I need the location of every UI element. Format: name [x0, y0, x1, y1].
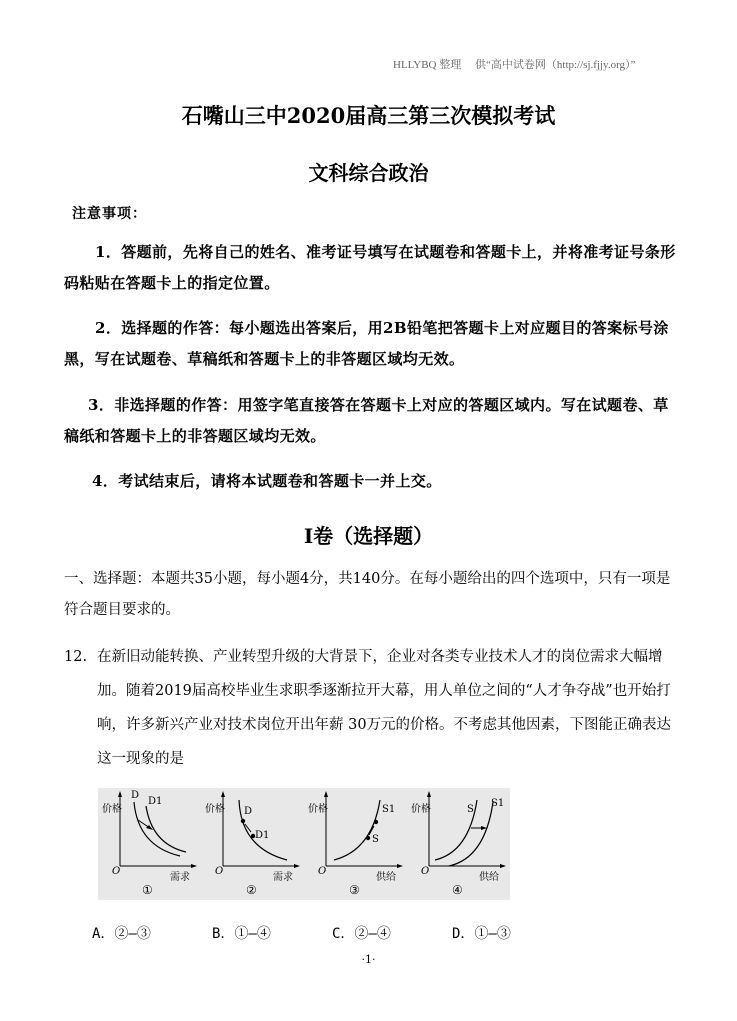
- notice-item-1: 1．答题前，先将自己的姓名、准考证号填写在试题卷和答题卡上，并将准考证号条形码粘贴在答题卡上的指定位置。: [64, 243, 676, 292]
- option-c-letter: C．: [332, 926, 355, 942]
- supply-curve: [334, 800, 380, 860]
- curve-figure: [98, 788, 510, 900]
- origin-label: O: [318, 866, 327, 877]
- option-b[interactable]: [212, 923, 271, 943]
- option-a-text: ②—③: [114, 926, 151, 942]
- y-arrow: [221, 791, 225, 797]
- point-s1: [374, 820, 378, 824]
- option-d-text: ①—③: [474, 926, 511, 942]
- y-arrow: [118, 791, 122, 797]
- choice-instructions: 一、选择题：本题共35小题，每小题4分，共140分。在每小题给出的四个选项中，只有一项是符合题目要求的。: [64, 571, 671, 618]
- figure-panel-2: [201, 788, 304, 900]
- x-arrow: [191, 864, 197, 868]
- option-d-letter: D．: [452, 926, 475, 942]
- y-axis-label: 价格: [102, 804, 122, 815]
- figure-panel-3: [304, 788, 407, 900]
- curve-label-d: D: [131, 790, 140, 801]
- point-d: [241, 819, 245, 823]
- curve-label-s: S: [467, 804, 474, 815]
- exam-subtitle: 文科综合政治: [308, 161, 429, 185]
- x-arrow: [500, 864, 506, 868]
- notice-item-3: 3．非选择题的作答：用签字笔直接答在答题卡上对应的答题区域内。写在试题卷、草稿纸和答题卡上的非答题区域均无效。: [64, 396, 669, 445]
- curve-label-d: D: [244, 806, 253, 817]
- option-b-text: ①—④: [234, 926, 271, 942]
- page-number: ·1·: [361, 953, 376, 966]
- curve-label-s1: S1: [382, 804, 396, 815]
- question-12: [64, 640, 684, 776]
- x-arrow: [397, 864, 403, 868]
- option-b-letter: B．: [212, 926, 235, 942]
- panel-number-2: ②: [246, 883, 257, 897]
- x-axis-label: 供给: [479, 872, 499, 883]
- curve-label-d1: D1: [255, 830, 270, 841]
- option-d[interactable]: [452, 923, 511, 943]
- section-title: Ⅰ卷（选择题）: [303, 524, 434, 548]
- x-arrow: [294, 864, 300, 868]
- y-axis-label: 价格: [308, 804, 328, 815]
- point-s: [366, 836, 370, 840]
- x-axis-label: 供给: [376, 872, 396, 883]
- option-c[interactable]: [332, 923, 391, 943]
- figure-panel-4: [407, 788, 510, 900]
- y-arrow: [427, 791, 431, 797]
- x-axis-label: 需求: [273, 872, 293, 883]
- panel-number-1: ①: [142, 883, 153, 897]
- curve-label-s1: S1: [491, 798, 505, 809]
- origin-label: O: [112, 866, 121, 877]
- question-number: 12.: [64, 649, 88, 665]
- y-axis-label: 价格: [205, 804, 225, 815]
- figure-panel-1: [98, 788, 201, 900]
- option-a[interactable]: [92, 923, 151, 943]
- exam-title: 石嘴山三中2020届高三第三次模拟考试: [181, 103, 556, 128]
- x-axis-label: 需求: [170, 872, 190, 883]
- y-axis-label: 价格: [411, 804, 431, 815]
- y-arrow: [324, 791, 328, 797]
- origin-label: O: [215, 866, 224, 877]
- option-a-letter: A．: [92, 926, 115, 942]
- source-header: HLLYBQ 整理 供“高中试卷网（http://sj.fjjy.org）”: [393, 59, 636, 71]
- notice-item-2: 2．选择题的作答：每小题选出答案后，用2B铅笔把答题卡上对应题目的答案标号涂黑，写在试题卷、草稿纸和答题卡上的非答题区域均无效。: [64, 319, 669, 368]
- option-c-text: ②—④: [354, 926, 391, 942]
- curve-label-s: S: [372, 834, 379, 845]
- panel-number-3: ③: [349, 883, 360, 897]
- curve-label-d1: D1: [148, 796, 163, 807]
- move-arrow: [245, 824, 251, 832]
- notice-heading: 注意事项：: [72, 206, 147, 222]
- notice-item-4: 4．考试结束后，请将本试题卷和答题卡一并上交。: [92, 472, 442, 490]
- question-text: 在新旧动能转换、产业转型升级的大背景下，企业对各类专业技术人才的岗位需求大幅增加。随着2019届高校毕业生求职季逐渐拉开大幕，用人单位之间的“人才争夺战”也开始打响，许多新兴产业对技术岗位开出年薪 30万元的价格。不考虑其他因素，下图能正确表达这一现象的是: [97, 649, 672, 767]
- origin-label: O: [421, 866, 430, 877]
- panel-number-4: ④: [452, 883, 463, 897]
